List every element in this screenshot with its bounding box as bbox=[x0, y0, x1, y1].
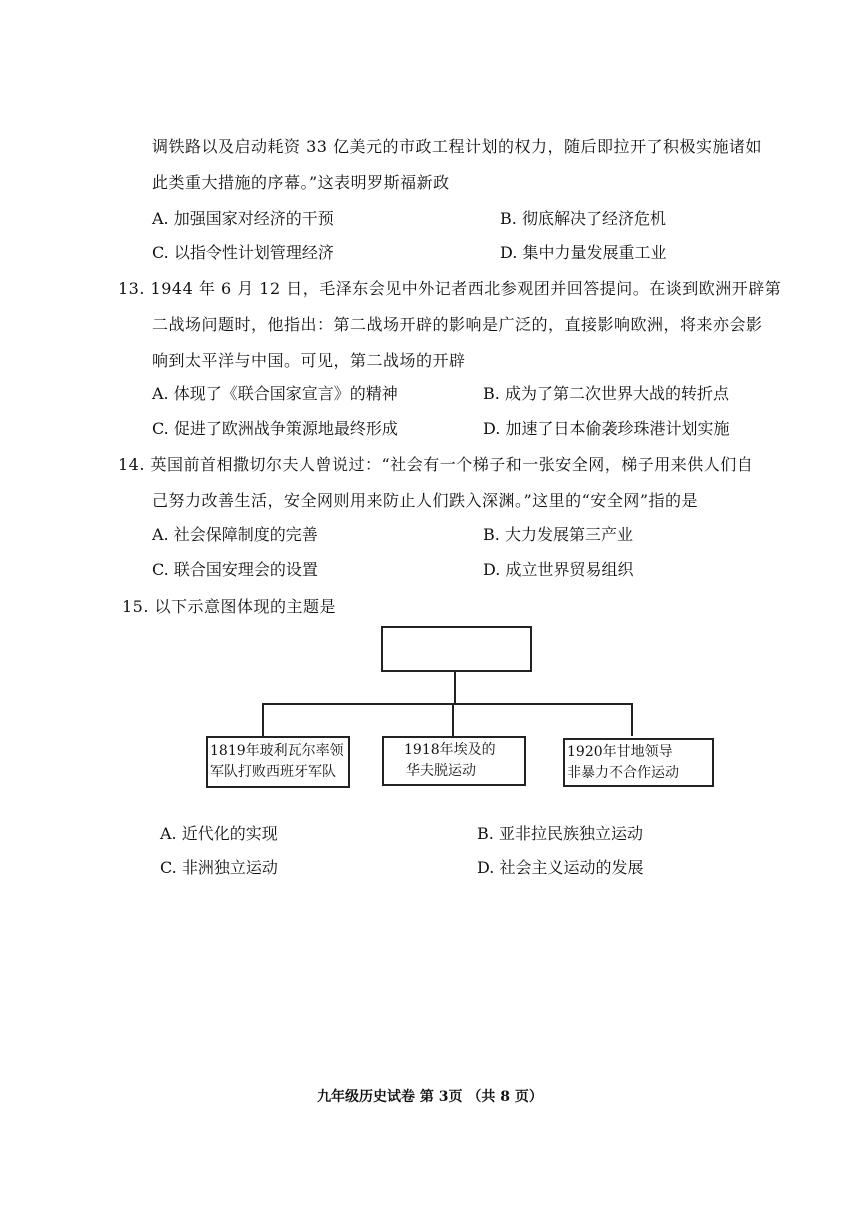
diagram-box-gandhi bbox=[563, 738, 714, 787]
option-text: 加速了日本偷袭珍珠港计划实施 bbox=[505, 419, 730, 438]
option-label: B. bbox=[500, 209, 517, 228]
q13-option-b bbox=[483, 381, 729, 404]
q15-option-b bbox=[477, 821, 643, 844]
diagram-box-line-2: 华夫脱运动 bbox=[406, 763, 476, 779]
option-label: A. bbox=[152, 525, 169, 544]
q13-stem-line-3: 响到太平洋与中国。可见，第二战场的开辟 bbox=[152, 351, 466, 370]
q15-option-a bbox=[160, 821, 278, 844]
q14-stem-text: 英国前首相撒切尔夫人曾说过：“社会有一个梯子和一张安全网，梯子用来供人们自 bbox=[150, 455, 754, 474]
option-text: 成为了第二次世界大战的转折点 bbox=[504, 384, 729, 403]
option-text: 大力发展第三产业 bbox=[504, 525, 633, 544]
option-label: D. bbox=[500, 243, 518, 262]
option-label: A. bbox=[160, 824, 177, 843]
option-text: 彻底解决了经济危机 bbox=[521, 209, 666, 228]
q12-option-b bbox=[500, 206, 666, 229]
q13-stem-line-2: 二战场问题时，他指出：第二战场开辟的影响是广泛的，直接影响欧洲，将来亦会影 bbox=[152, 315, 763, 334]
page-footer: 九年级历史试卷 第 3页 （共 8 页） bbox=[317, 1089, 543, 1105]
option-label: C. bbox=[152, 243, 169, 262]
option-text: 亚非拉民族独立运动 bbox=[498, 824, 643, 843]
q12-option-a bbox=[152, 206, 334, 229]
option-text: 社会主义运动的发展 bbox=[499, 858, 644, 877]
option-text: 近代化的实现 bbox=[181, 824, 278, 843]
diagram-box-line-1: 1918年埃及的 bbox=[404, 742, 496, 758]
diagram-connector-vertical bbox=[454, 670, 456, 703]
diagram-theme-box bbox=[381, 626, 532, 672]
option-text: 集中力量发展重工业 bbox=[522, 243, 667, 262]
q14-option-d bbox=[483, 557, 633, 580]
q12-option-d bbox=[500, 240, 666, 263]
option-label: C. bbox=[152, 560, 169, 579]
diagram-connector-horizontal bbox=[262, 703, 631, 705]
option-label: A. bbox=[152, 384, 169, 403]
option-label: B. bbox=[483, 384, 500, 403]
option-text: 联合国安理会的设置 bbox=[173, 560, 318, 579]
diagram-box-line-1: 1819年玻利瓦尔率领 bbox=[210, 743, 344, 759]
question-number: 13. bbox=[118, 279, 145, 298]
option-text: 体现了《联合国家宣言》的精神 bbox=[173, 384, 398, 403]
q15-stem bbox=[122, 594, 336, 617]
diagram-connector-middle bbox=[452, 703, 454, 736]
q13-stem-text: 1944 年 6 月 12 日，毛泽东会见中外记者西北参观团并回答提问。在谈到欧洲开辟第 bbox=[150, 279, 782, 298]
option-label: C. bbox=[152, 419, 169, 438]
option-text: 加强国家对经济的干预 bbox=[173, 209, 334, 228]
option-label: C. bbox=[160, 858, 177, 877]
q15-stem-text: 以下示意图体现的主题是 bbox=[154, 597, 337, 616]
q13-option-c bbox=[152, 416, 398, 439]
q14-stem-line-2: 己努力改善生活，安全网则用来防止人们跌入深渊。”这里的“安全网”指的是 bbox=[152, 491, 699, 510]
q13-stem-line-1 bbox=[118, 276, 781, 299]
q12-stem-line-1: 调铁路以及启动耗资 33 亿美元的市政工程计划的权力，随后即拉开了积极实施诸如 bbox=[152, 137, 763, 156]
diagram-box-line-2: 非暴力不合作运动 bbox=[567, 765, 679, 781]
option-label: B. bbox=[477, 824, 494, 843]
diagram-box-line-2: 军队打败西班牙军队 bbox=[210, 764, 336, 780]
diagram-box-wafd bbox=[382, 736, 526, 786]
q14-stem-line-1 bbox=[118, 452, 753, 475]
option-text: 促进了欧洲战争策源地最终形成 bbox=[173, 419, 398, 438]
option-label: A. bbox=[152, 209, 169, 228]
question-number: 14. bbox=[118, 455, 145, 474]
q14-option-b bbox=[483, 522, 633, 545]
option-label: D. bbox=[477, 858, 495, 877]
q13-option-a bbox=[152, 381, 398, 404]
option-text: 成立世界贸易组织 bbox=[505, 560, 634, 579]
option-text: 以指令性计划管理经济 bbox=[173, 243, 334, 262]
option-label: D. bbox=[483, 419, 501, 438]
diagram-connector-right bbox=[631, 703, 633, 736]
q12-stem-line-2: 此类重大措施的序幕。”这表明罗斯福新政 bbox=[152, 173, 450, 192]
option-label: B. bbox=[483, 525, 500, 544]
diagram-box-line-1: 1920年甘地领导 bbox=[567, 744, 673, 760]
q12-option-c bbox=[152, 240, 334, 263]
diagram-connector-left bbox=[262, 703, 264, 736]
q15-option-d bbox=[477, 855, 643, 878]
option-label: D. bbox=[483, 560, 501, 579]
q15-option-c bbox=[160, 855, 278, 878]
q14-option-a bbox=[152, 522, 318, 545]
diagram-box-bolivar bbox=[206, 736, 350, 788]
option-text: 非洲独立运动 bbox=[181, 858, 278, 877]
option-text: 社会保障制度的完善 bbox=[173, 525, 318, 544]
question-number: 15. bbox=[122, 597, 149, 616]
q13-option-d bbox=[483, 416, 729, 439]
q14-option-c bbox=[152, 557, 318, 580]
